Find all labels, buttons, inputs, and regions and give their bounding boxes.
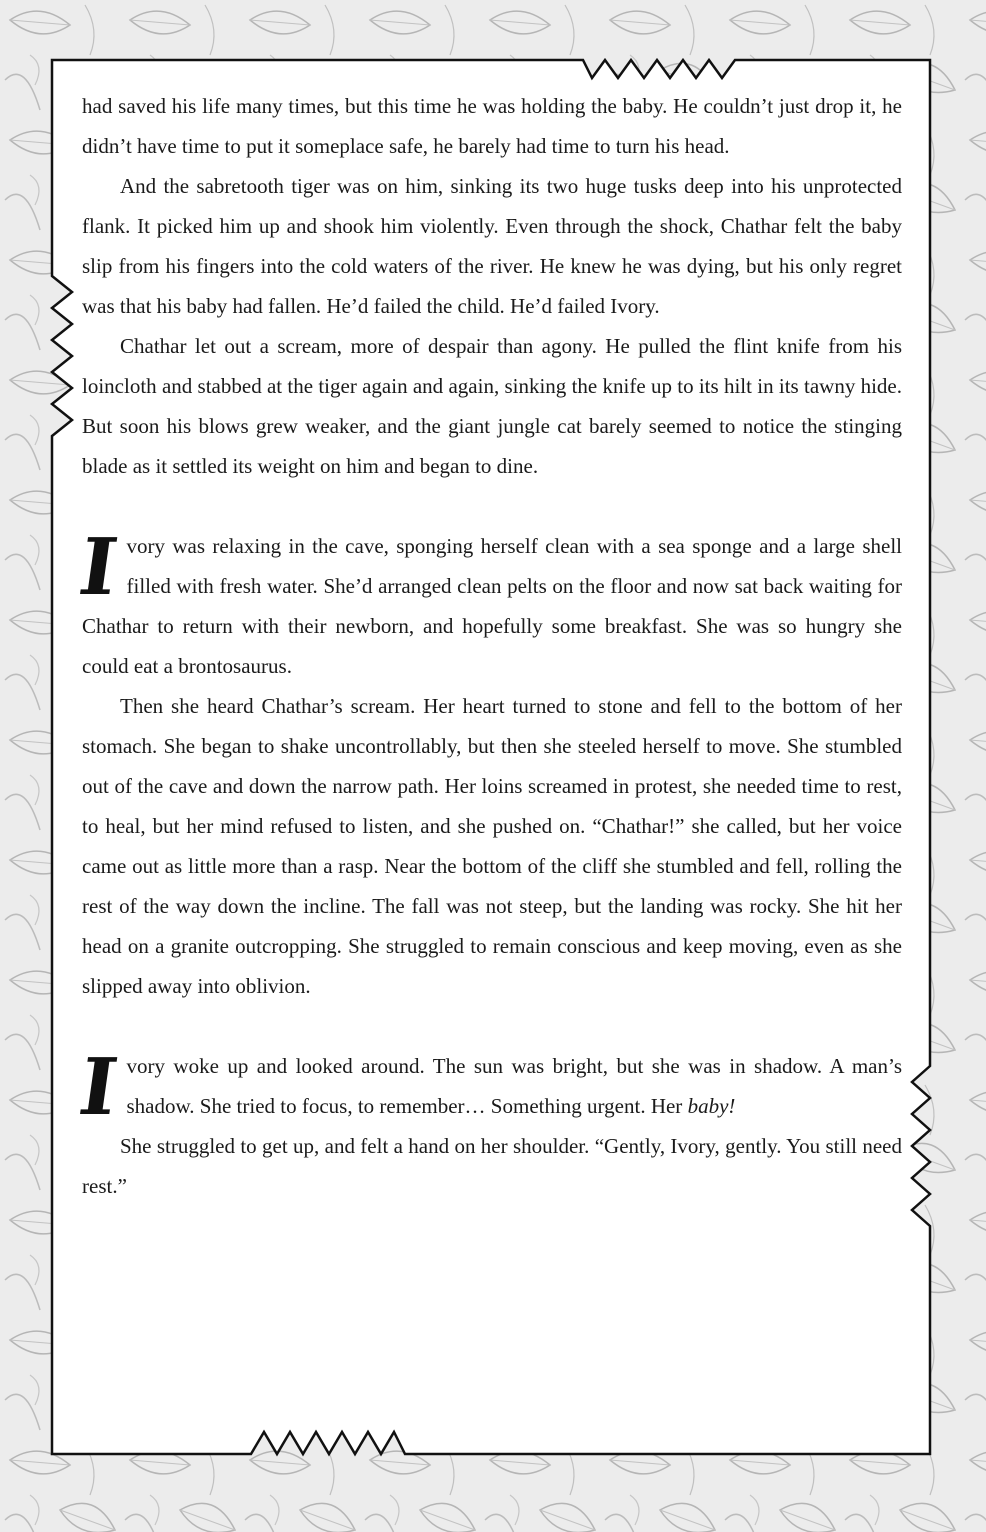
drop-cap: I <box>73 522 123 613</box>
section-2-opening <box>73 522 902 686</box>
section-break <box>82 1006 902 1046</box>
paragraph-3: Chathar let out a scream, more of despair than agony. He pulled the flint knife from his loincloth and stabbed at the tiger again and again, sinking the knife up to its hilt in its tawny hide. But soon his blows grew weaker, and the giant jungle cat barely seemed to notice the stinging blade as it settled its weight on him and began to dine. <box>82 334 902 478</box>
drop-cap: I <box>73 1042 123 1133</box>
section-2-first-text: vory was relaxing in the cave, sponging herself clean with a sea sponge and a large shell filled with fresh water. She’d arranged clean pelts on the floor and now sat back waiting for Chathar to return with their newborn, and hopefully some breakfast. She was so hungry she could eat a brontosaurus. <box>82 534 902 678</box>
paragraph-2: And the sabretooth tiger was on him, sinking its two huge tusks deep into his unprotected flank. It picked him up and shook him violently. Even through the shock, Chathar felt the baby slip from his fingers into the cold waters of the river. He knew he was dying, but his only regret was that his baby had fallen. He’d failed the child. He’d failed Ivory. <box>82 174 902 318</box>
section-break <box>82 486 902 526</box>
story-text <box>73 86 902 1206</box>
emphasis-baby: baby! <box>687 1094 736 1118</box>
paragraph-1: had saved his life many times, but this time he was holding the baby. He couldn’t just drop it, he didn’t have time to put it someplace safe, he barely had time to turn his head. <box>82 94 902 158</box>
section-3-opening <box>73 1042 902 1133</box>
section-2-paragraph-2: Then she heard Chathar’s scream. Her heart turned to stone and fell to the bottom of her stomach. She began to shake uncontrollably, but then she steeled herself to move. She stumbled out of the cave and down the narrow path. Her loins screamed in protest, she needed time to rest, to heal, but her mind refused to listen, and she pushed on. “Chathar!” she called, but her voice came out as little more than a rasp. Near the bottom of the cliff she stumbled and fell, rolling the rest of the way down the incline. The fall was not steep, but the landing was rocky. She hit her head on a granite outcropping. She struggled to remain conscious and keep moving, even as she slipped away into oblivion. <box>82 694 902 998</box>
section-3-first-text: vory woke up and looked around. The sun was bright, but she was in shadow. A man’s shadow. She tried to focus, to remember… Something urgent. Her <box>126 1054 902 1118</box>
section-3-paragraph-2: She struggled to get up, and felt a hand on her shoulder. “Gently, Ivory, gently. You still need rest.” <box>82 1134 902 1198</box>
